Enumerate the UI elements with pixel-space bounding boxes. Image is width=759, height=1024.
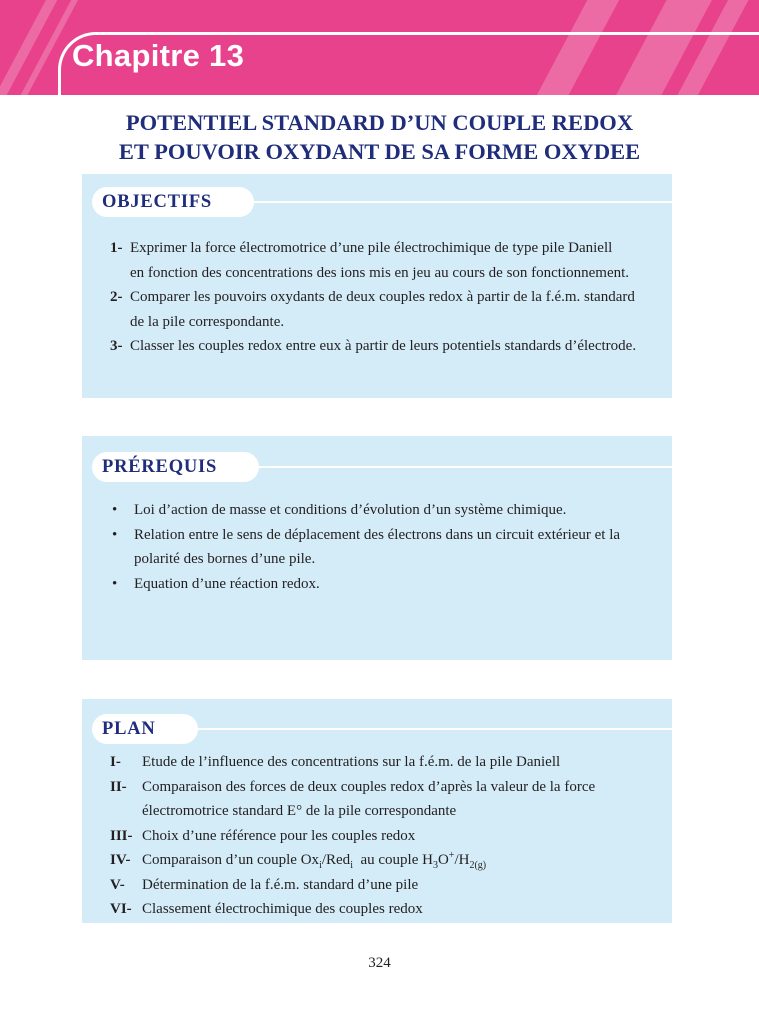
list-item [110,285,655,310]
formula-text: au couple H [352,852,433,868]
item-number: 3- [110,338,123,354]
list-item [110,824,655,849]
list-item [110,750,655,775]
list-item [110,848,655,873]
item-number: II- [110,778,127,795]
formula-sub: i [319,860,322,871]
formula-text: /Red [321,852,351,868]
item-number: I- [110,754,121,770]
formula-sub: i [350,860,353,871]
list-item [110,897,655,922]
item-text: Classer les couples redox entre eux à partir de leurs potentiels standards d’électrode. [130,338,637,354]
prerequis-heading-line [208,466,672,468]
prerequis-heading-text: PRÉREQUIS [102,456,218,477]
chapter-header-band [0,0,759,95]
plan-heading-text: PLAN [102,718,156,739]
list-item [112,572,657,597]
list-item [110,334,655,359]
item-continuation: de la pile correspondante. [130,313,285,330]
item-number: III- [110,827,133,844]
item-text: Relation entre le sens de déplacement des électrons dans un circuit extérieur et la [134,526,621,543]
plan-heading [92,714,170,744]
item-text: Loi d’action de masse et conditions d’évolution d’un système chimique. [134,502,567,518]
item-number: VI- [110,901,132,917]
formula-sub: 2(g) [469,860,487,871]
item-number: V- [110,876,125,893]
item-number: 1- [110,240,123,256]
item-text: Choix d’une référence pour les couples redox [142,827,416,844]
item-text: Equation d’une réaction redox. [134,575,320,592]
item-text: Détermination de la f.é.m. standard d’une pile [142,876,419,893]
prerequis-list [112,498,657,596]
item-text: Etude de l’influence des concentrations sur la f.é.m. de la pile Daniell [142,754,561,770]
bullet: • [112,575,118,592]
plan-heading-line [170,728,672,730]
formula-text: Comparaison d’un couple Ox [142,852,320,868]
bullet: • [112,526,118,543]
objectifs-heading-text: OBJECTIFS [102,191,213,212]
item-text-formula [142,848,655,873]
chapter-title: Chapitre 13 [72,38,245,73]
page-title [0,108,759,166]
item-text: Comparer les pouvoirs oxydants de deux couples redox à partir de la f.é.m. standard [130,289,635,305]
item-continuation: électromotrice standard E° de la pile correspondante [142,803,457,819]
list-item [110,236,655,261]
item-text: Exprimer la force électromotrice d’une pile électrochimique de type pile Daniell [130,240,613,256]
list-item [112,498,657,523]
formula-sup: + [448,850,455,861]
item-text: Comparaison des forces de deux couples redox d’après la valeur de la force [142,778,596,795]
item-continuation: en fonction des concentrations des ions mis en jeu au cours de son fonctionnement. [130,264,630,281]
prerequis-heading [92,452,231,482]
item-number: IV- [110,852,131,868]
formula-text: /H [454,852,470,868]
item-number: 2- [110,289,123,305]
list-item [112,523,657,548]
item-text: Classement électrochimique des couples redox [142,901,423,917]
title-line-2: ET POUVOIR OXYDANT DE SA FORME OXYDEE [118,139,641,164]
objectifs-list [110,236,655,359]
list-item [110,873,655,898]
item-continuation: polarité des bornes d’une pile. [134,551,316,567]
objectifs-heading-line [200,201,672,203]
page-number: 324 [368,955,391,971]
list-item [110,775,655,800]
formula-sub: 3 [432,860,438,871]
bullet: • [112,502,118,518]
objectifs-heading [92,187,226,217]
title-line-1: POTENTIEL STANDARD D’UN COUPLE REDOX [125,110,634,135]
plan-list [110,750,655,922]
formula-text: O [437,852,449,868]
